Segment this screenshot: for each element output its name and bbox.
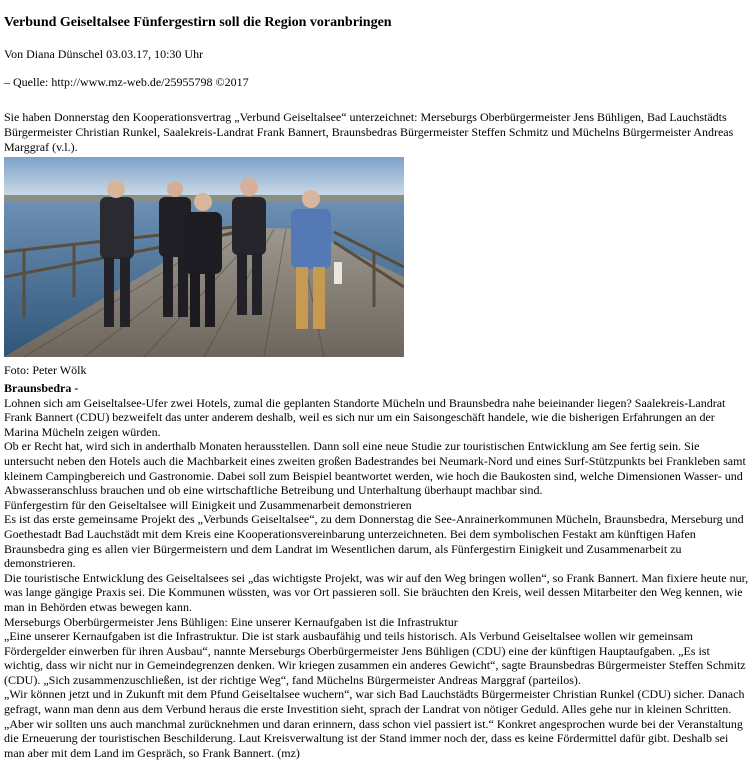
paragraph: Ob er Recht hat, wird sich in anderthalb Monaten herausstellen. Dann soll eine neue Studie zur touristischen Entwicklung am See fertig sein. Sie untersucht neben den Hotels auch die Machbarkeit eines zweiten großen Badestrandes bei Neumark-Nord und eines Surf-Stützpunkts bei Frankleben samt kleinem Campingbereich und Gastronomie. Dabei soll zum Beispiel beantwortet werden, wie hoch die Baukosten sind, welche Dimensionen Wasser- und Abwasseranschluss brauchen und ob eine wirtschaftliche Betreibung und Unterhaltung überhaupt machbar sind. (4, 439, 746, 498)
subheading: Merseburgs Oberbürgermeister Jens Bühligen: Eine unserer Kernaufgaben ist die Infrastruktur (4, 614, 458, 629)
paragraph: Es ist das erste gemeinsame Projekt des „Verbunds Geiseltalsee“, zu dem Donnerstag die See-Anrainerkommunen Mücheln, Braunsbedra, Merseburg und Goethestadt Bad Lauchstädt mit dem Kreis eine Kooperationsvereinbarung unterzeichneten. Bei dem symbolischen Festakt am künftigen Hafen Braunsbedra ging es allen vier Bürgermeistern und dem Landrat im Wesentlichen darum, als Fünfergestirn Einigkeit und Zusammenarbeit zu demonstrieren. (4, 512, 744, 571)
subheading: Fünfergestirn für den Geiseltalsee will Einigkeit und Zusammenarbeit demonstrieren (4, 497, 412, 512)
article-title: Verbund Geiseltalsee Fünfergestirn soll die Region voranbringen (4, 15, 392, 30)
article-body (4, 381, 749, 760)
article-intro: Sie haben Donnerstag den Kooperationsvertrag „Verbund Geiseltalsee“ unterzeichnet: Merseburgs Oberbürgermeister Jens Bühligen, Bad Lauchstädts Bürgermeister Christian Runkel, Saalekreis-Landrat Frank Bannert, Braunsbedras Bürgermeister Steffen Schmitz und Müchelns Bürgermeister Andreas Marggraf (v.l.). (4, 110, 734, 154)
article-byline: Von Diana Dünschel 03.03.17, 10:30 Uhr (4, 47, 204, 61)
paragraph: Die touristische Entwicklung des Geiseltalsees sei „das wichtigste Projekt, was wir auf den Weg bringen wollen“, so Frank Bannert. Man fixiere heute nur, was lange gängige Praxis sei. Die Kommunen wüssten, was vor Ort passieren soll. Sie bräuchten den Kreis, weil dessen Mitarbeiter den Weg kennen, wie man in Behörden etwas bewegen kann. (4, 570, 749, 614)
article-source: – Quelle: http://www.mz-web.de/25955798 ©2017 (4, 75, 249, 89)
article-photo (4, 157, 404, 357)
paragraph: „Eine unserer Kernaufgaben ist die Infrastruktur. Die ist stark ausbaufähig und teils historisch. Als Verbund Geiseltalsee wollen wir gemeinsam Fördergelder einwerben für ihren Ausbau“, nannte Merseburgs Oberbürgermeister Jens Bühligen (CDU) eine der künftigen Hauptaufgaben. „Es ist wichtig, dass wir nicht nur in Gemeindegrenzen denken. Wir kriegen zusammen ein anderes Gewicht“, sagte Braunsbedras Bürgermeister Steffen Schmitz (CDU). „Sich zusammenzuschließen, ist der richtige Weg“, fand Müchelns Bürgermeister Andreas Marggraf (parteilos). (4, 629, 746, 687)
paragraph: Lohnen sich am Geiseltalsee-Ufer zwei Hotels, zumal die geplanten Standorte Mücheln und Braunsbedra nahe beieinander liegen? Saalekreis-Landrat Frank Bannert (CDU) bezweifelt das unter anderem deshalb, weil es sich nur um ein Saisongeschäft handele, wie die bisherigen Erfahrungen an der Marina Mücheln zeigen würden. (4, 395, 726, 439)
paragraph: „Wir können jetzt und in Zukunft mit dem Pfund Geiseltalsee wuchern“, war sich Bad Lauchstädts Bürgermeister Christian Runkel (CDU) sicher. Danach gefragt, wann man denn aus dem Verbund heraus die erste Investition sieht, sprach der Landrat von nötiger Geduld. Alles gehe nur in kleinen Schritten. „Aber wir sollten uns auch manchmal zurücknehmen und daran erinnern, dass schon viel passiert ist.“ Konkret angesprochen wurde bei der Veranstaltung die Erneuerung der touristischen Beschilderung. Laut Kreisverwaltung ist der Stand immer noch der, dass es keine Fördermittel dafür gibt. Deshalb sei man aber mit dem Land im Gespräch, so Frank Bannert. (mz) (4, 687, 745, 760)
dateline: Braunsbedra - (4, 381, 79, 395)
photo-credit: Foto: Peter Wölk (4, 363, 87, 377)
